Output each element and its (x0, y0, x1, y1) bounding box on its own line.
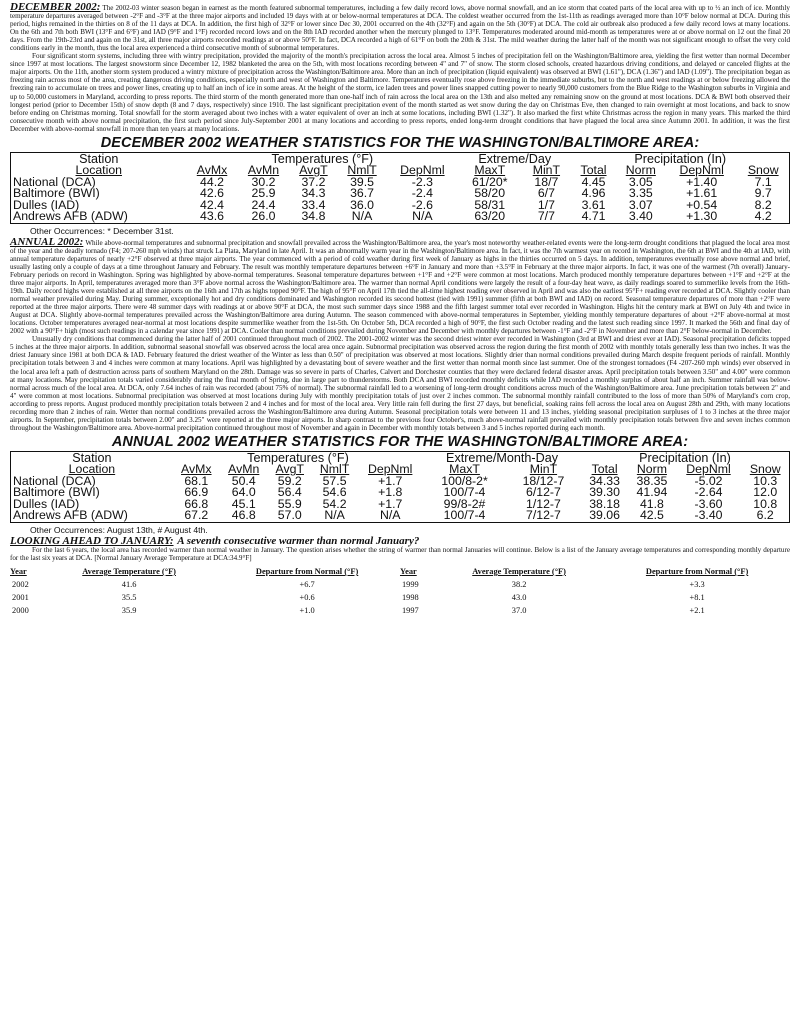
table-cell: -5.02 (694, 473, 723, 488)
group-header-extreme: Extreme/Day (478, 151, 552, 166)
december-other-occurrences: Other Occurrences: * December 31st. (30, 225, 174, 236)
table-cell: 4.71 (581, 209, 606, 224)
group-header-precipitation: Precipitation (In) (634, 151, 727, 166)
table-cell: +0.6 (299, 593, 315, 603)
table-cell: 4.2 (754, 209, 772, 224)
table-cell: +2.1 (689, 606, 705, 616)
table-cell: 55.9 (277, 496, 302, 511)
table-cell: 12.0 (753, 485, 778, 500)
table-cell: +6.7 (299, 580, 315, 590)
table-cell: 34.33 (589, 473, 620, 488)
column-header-avmx: AvMx (196, 163, 228, 178)
table-cell: 9.7 (754, 186, 772, 201)
column-header-depnml: DepNml (679, 163, 724, 178)
column-header: Year (399, 567, 417, 577)
table-row (11, 510, 790, 522)
table-cell: 58/31 (474, 197, 506, 212)
table-cell: 43.0 (511, 593, 527, 603)
table-row (10, 604, 790, 617)
group-header-temperatures: Temperatures (°F) (247, 450, 349, 465)
table-row (11, 188, 790, 200)
table-cell: 44.2 (200, 174, 224, 189)
table-cell: 38.35 (636, 473, 668, 488)
december-paragraph-1: DECEMBER 2002: The 2002-03 winter season began in earnest as the month featured subnormal temperatures, including a few daily record lows, above normal snowfall, and an ice storm that coated parts of the local area with up to ½ an inch of ice. Monthly temperature departures averaged between -2°F and -3°F at the three major airports and included 19 days with at or below-normal temperatures at DCA. The coldest weather occurred from the 1st-11th as readings averaged more than 10°F below normal at DCA. During this period, highs remained in the thirties on 8 of the 11 days at DCA. In addition, the first high of 32°F or lower since Dec 30, 2001 occurred on the 4th (32°F) and again on the 5th (30°F) at DCA. The cold air outbreak also produced a few daily record lows at many locations. On the 6th and 7th both BWI (13°F and 6°F) and IAD (9°F and 1°F) recorded record lows and on the 8th IAD recorded another when the mercury plunged to 13°F. Temperatures moderated around mid-month as temperatures were at or above normal on 12 out the final 20 days. From the 19th-23rd and again on the 31st, all three major airports recorded readings at or above 50°F. In fact, DCA recorded a high of 61°F on both the 20th & 31st. The mild weather during the latter half of the month was not significant enough to offset the very cold conditions early in the month, thus the local area experienced a third consecutive month of subnormal temperatures. (10, 1, 790, 53)
group-header-extreme: Extreme/Month-Day (446, 450, 559, 465)
table-cell: 18/12-7 (522, 473, 565, 488)
table-row (11, 211, 790, 223)
column-header-location: Location (68, 462, 116, 477)
table-cell: -3.60 (694, 496, 723, 511)
column-header-mint: MinT (532, 163, 561, 178)
table-cell: 64.0 (231, 485, 256, 500)
column-header-avgt: AvgT (299, 163, 328, 178)
table-cell: +1.40 (686, 174, 718, 189)
table-cell: 56.4 (277, 485, 302, 500)
table-row (10, 591, 790, 604)
column-header-depnml: DepNml (367, 462, 413, 477)
table-cell: N/A (412, 209, 433, 224)
station-name: Dulles (IAD) (13, 197, 80, 212)
column-header-avmn: AvMn (228, 462, 260, 477)
table-cell: 37.0 (511, 606, 527, 616)
table-cell: 6.2 (756, 508, 774, 523)
table-cell: 38.2 (511, 580, 527, 590)
december-paragraph-2: Four significant storm systems, including three with wintry precipitation, provided the majority of the month's precipitation across the local area. Almost 5 inches of precipitation fell on the Washington/Baltimore area, yielding the first wetter than normal December since 1997 at most locations. The largest snowstorm since December 12, 1982 blanketed the area on the 5th, with most locations recording between 4" and 7" of snow. The storm closed schools, created hazardous driving conditions, and delayed or canceled flights at the major airports. On the 11th, another storm system produced a wintry mixture of precipitation across the Washington/Baltimore area. More than an inch of precipitation (liquid equivalent) was observed at BWI (1.61"), DCA (1.36") and IAD (1.09"). The precipitation began as freezing rain across most of the area, creating dangerous driving conditions, especially north and west of Washington and Baltimore. Temperatures eventually rose above freezing in the immediate suburbs, but to the north and west readings at or below freezing allowed the freezing rain to accumulate on trees and power lines, creating up to half an inch of ice in some areas. At the height of the storm, ice laden trees and power lines snapped cutting power to nearly 90,000 customers from the Blue Ridge to the Washington suburbs in Virginia and up to 50,000 customers in Maryland, according to press reports. The third storm of the month generated more than one-half inch of rain across the local area on the 13th and also melted any remaining snow on the ground at most locations. DCA & BWI both observed their longest period (prior to December 15th) of snow depth (8 and 7 days, respectively) since 1910. The last significant precipitation event of the month started as wet snow during the day on Christmas Eve, then changed to rain overnight at most locations, and back to snow before ending on Christmas morning. Total snowfall for the storm averaged about two inches with a water equivalent of over an inch at some locations, including BWI (1.32"). It also marked the first white Christmas across the region in many years. This marked the third consecutive month with above normal precipitation, the first such period since July-September 2001 at many locations and according to press reports, ended long-term drought conditions that have plagued the local area since Autumn 2001. In addition, it was the first December with above-normal snowfall in more than ten years at many locations. (10, 52, 790, 133)
table-cell: -2.3 (411, 174, 433, 189)
december-stats-title: DECEMBER 2002 WEATHER STATISTICS FOR THE WASHINGTON/BALTIMORE AREA: (100, 134, 700, 151)
column-header-total: Total (580, 163, 607, 178)
table-cell: 99/8-2# (443, 496, 486, 511)
group-header-precipitation: Precipitation (In) (639, 450, 731, 465)
table-cell: 41.8 (639, 496, 664, 511)
table-cell: 35.5 (121, 593, 137, 603)
column-header-mint: MinT (529, 462, 558, 477)
table-cell: -2.4 (411, 186, 433, 201)
table-cell: 4.45 (581, 174, 606, 189)
column-header-nmlt: NmlT (319, 462, 350, 477)
table-cell: 8.2 (754, 197, 772, 212)
table-cell: 39.06 (589, 508, 620, 523)
table-cell: 57.0 (277, 508, 302, 523)
table-cell: 59.2 (277, 473, 302, 488)
column-header-depnml: DepNml (686, 462, 731, 477)
table-cell: 68.1 (184, 473, 209, 488)
table-cell: -2.64 (694, 485, 723, 500)
table-cell: 39.30 (589, 485, 620, 500)
table-cell: 54.2 (322, 496, 347, 511)
column-header: Average Temperature (°F) (472, 567, 566, 577)
table-cell: 10.8 (753, 496, 778, 511)
group-header-temperatures: Temperatures (°F) (271, 151, 374, 166)
column-header-total: Total (591, 462, 618, 477)
table-cell: 2000 (12, 606, 29, 616)
column-header: Departure from Normal (°F) (645, 567, 749, 577)
table-cell: 34.3 (301, 186, 326, 201)
table-cell: 33.4 (301, 197, 326, 212)
table-cell: 35.9 (121, 606, 137, 616)
column-header-location: Location (75, 163, 123, 178)
table-cell: 45.1 (231, 496, 256, 511)
january-paragraph: For the last 6 years, the local area has recorded warmer than normal weather in January. The question arises whether the string of warmer than normal Januaries will continue. Below is a list of the January average temperatures and corresponding monthly departure for the last six years at DCA. [Normal January Average Temperature at DCA:34.9°F] (10, 545, 790, 562)
table-cell: 66.8 (184, 496, 209, 511)
annual-paragraph-1: ANNUAL 2002: While above-normal temperatures and subnormal precipitation and snowfall prevailed across the Washington/Baltimore area, the year's most noteworthy weather-related events were the long-term drought conditions that plagued the local area most of the year and the deadly tornado (F4; 207-260 mph winds) that struck La Plata, Maryland in late April. It was an abnormally warm year in the Washington/Baltimore area. In fact, it was the 7th warmest year on record in Washington, the 6th at BWI and the 4th at IAD, with annual temperature departures of nearly +2°F observed at three major airports. The year commenced with a period of cold weather during first week of January as highs in the thirties occurred on 5 days. In addition, temperatures eventually rose above normal and brief, usually lasting only a couple of days at a time throughout January and February. The result was monthly temperature departures between +6°F in January and more than +3.5°F in February at the three major airports. In fact, it was one of the warmest (7th overall) January-February periods on record in Washington. Spring was highlighted by above-normal temperatures. Seasonal temperature departures between +1°F and +2°F were common at most locations. March produced monthly temperature departures between +1°F and +2°F at the three major airports. In April, temperatures averaged more than 3°F above normal across the Washington/Baltimore area. The warmer than normal April conditions were largely the result of a four-day heat wave, as daily readings soared to summerlike levels from the 16th-19th. Daily record highs were established at all three airports on the 16th and 17th as highs topped 90°F. The high of 95°F on April 17th tied the all-time highest reading ever observed in April and was also the earliest 95°F+ reading ever recorded at DCA. Slightly cooler than normal weather prevailed during May. During summer, exceptionally hot and dry conditions dominated and Washington recorded its second hottest (tied with 1991) summer (fifth at both BWI and IAD) on record. Seasonal temperature departures of more than +2°F were reported at the three major airports. There were 48 summer days with readings at or above 90°F at DCA, the most such summer days since 1988 and the fifth largest summer total ever recorded in Washington. Highs hit the century mark at BWI on July 4th and twice in August at DCA. Slightly above-normal temperatures prevailed across the Washington/Baltimore area during Autumn. The season commenced with above-normal temperatures in September, yielding monthly temperature departures of about +2°F above-normal at most locations. October temperatures averaged near-normal at most locations despite summerlike weather from the 1st-5th. On October 5th, DCA recorded a high of 90°F, the first such October reading and the latest such reading since 1997. It marked the 56th and final day of 2002 with a 90°F+ high (most such readings in a calendar year since 1991) at DCA. Cooler than normal conditions prevailed during November and December with monthly departures between -1°F and -2°F in November and more than 2°F below-normal in December. (10, 235, 790, 336)
column-header-depnml: DepNml (400, 163, 445, 178)
table-cell: 54.6 (322, 485, 347, 500)
column-header-avmx: AvMx (181, 462, 212, 477)
table-cell: 2001 (12, 593, 29, 603)
table-cell: 34.8 (301, 209, 326, 224)
table-cell: N/A (324, 508, 345, 523)
table-cell: 7/12-7 (526, 508, 561, 523)
table-cell: N/A (351, 209, 373, 224)
table-cell: 67.2 (184, 508, 209, 523)
table-cell: 24.4 (251, 197, 276, 212)
annual-stats-title: ANNUAL 2002 WEATHER STATISTICS FOR THE WASHINGTON/BALTIMORE AREA: (111, 433, 689, 450)
table-cell: 100/8-2* (441, 473, 488, 488)
column-header: Year (10, 567, 27, 577)
annual-narrative (10, 235, 790, 432)
table-cell: 3.40 (628, 209, 653, 224)
column-header-avgt: AvgT (275, 462, 304, 477)
table-cell: 41.94 (636, 485, 668, 500)
table-cell: 46.8 (231, 508, 256, 523)
station-name: National (DCA) (13, 473, 96, 488)
station-name: Baltimore (BWI) (13, 186, 100, 201)
annual-heading: ANNUAL 2002: (10, 235, 84, 248)
table-cell: 3.05 (628, 174, 653, 189)
annual-paragraph-2: Unusually dry conditions that commenced during the latter half of 2001 continued throughout much of 2002. The 2001-2002 winter was the second driest winter ever recorded in Washington (3rd at BWI and driest ever at IAD). Seasonal precipitation deficits topped 5 inches at the three major airports. In addition, subnormal seasonal snowfall was observed across the local area once again. Subnormal precipitation was observed across the region during the first month of 2002 with monthly totals generally less than two inches. It was the driest January since 1981 at both DCA & IAD. February featured the driest weather of the Winter as less than 0.50" of precipitation was observed at most locations. Slightly drier than normal conditions prevailed during March despite frequent periods of rainfall. Monthly precipitation totals between 3 and 4 inches were common at many locations. April was highlighted by a devastating bout of severe weather and the first wetter than normal month since last summer. One of the strongest tornadoes (F4 -207-260 mph winds) ever observed in the local area left a path of destruction across parts of southern Maryland on the 28th. Damage was so severe in parts of Charles, Calvert and Dorchester counties that they were declared federal disaster areas. April precipitation totals between 3.50" and 4.00" were common at many locations. May precipitation totals varied considerably during the final month of Spring, due in large part to thunderstorms. Both DCA and BWI recorded monthly deficits while IAD recorded a monthly surplus of about half an inch. Summer rainfall was below-normal across much of the local area. At DCA, only 7.64 inches of rain was recorded (about 75% of normal). The subnormal rainfall led to a worsening of long-term drought conditions across much of the Washington/Baltimore area. June precipitation totals between 2" and 4" were common at most locations. Subnormal precipitation was observed at most locations during July with monthly precipitation totals of just over 2 inches common. The subnormal monthly rainfall contributed to the loss of more than 50% of Maryland's corn crop, according to press reports. August produced monthly precipitation totals between 2 and 4 inches and for most of the local area. Very little rain fell during the first 27 days, but beneficial, soaking rains fell across the local area on August 28th and 29th, with many locations recording more than 2 inches of rain. Wetter than normal conditions prevailed across the Washington/Baltimore area during Autumn. Seasonal precipitation totals were between 11 and 13 inches, yielding seasonal precipitation surpluses of 1 to 3 inches at the three major airports. In September, precipitation totals between 2.00" and 3.25" were reported at the three major airports. In sharp contrast to the previous four October's, much above-normal rainfall prevailed with monthly precipitation totals between five and seven inches common throughout the Washington/Baltimore area. Above-normal precipitation continued throughout most of November and again in December with monthly totals between 3 and 5 inches reported during each month. (10, 335, 790, 432)
table-cell: 26.0 (251, 209, 276, 224)
column-header-norm: Norm (636, 462, 667, 477)
column-header-nmlt: NmlT (347, 163, 377, 178)
table-cell: 7.1 (754, 174, 772, 189)
table-cell: 18/7 (534, 174, 559, 189)
table-cell: 10.3 (753, 473, 778, 488)
column-header-maxt: MaxT (474, 163, 506, 178)
december-narrative (10, 3, 790, 133)
table-cell: 1/7 (537, 197, 555, 212)
column-header: Average Temperature (°F) (82, 567, 176, 577)
annual-stats-table (10, 451, 790, 523)
january-heading-line (10, 534, 790, 547)
station-name: Dulles (IAD) (13, 496, 80, 511)
january-section (10, 534, 790, 617)
table-cell: +1.7 (378, 473, 403, 488)
table-cell: 3.07 (628, 197, 653, 212)
table-cell: 7/7 (537, 209, 555, 224)
table-cell: +3.3 (689, 580, 705, 590)
table-cell: 36.7 (350, 186, 374, 201)
table-cell: +1.61 (686, 186, 718, 201)
table-cell: 61/20* (471, 174, 508, 189)
table-cell: 38.18 (589, 496, 620, 511)
table-cell: -2.6 (411, 197, 433, 212)
column-header: Departure from Normal (°F) (255, 567, 359, 577)
table-cell: 6/12-7 (526, 485, 561, 500)
table-cell: 39.5 (350, 174, 374, 189)
table-cell: 3.61 (581, 197, 606, 212)
column-header-avmn: AvMn (247, 163, 280, 178)
table-cell: 58/20 (474, 186, 506, 201)
table-cell: 30.2 (251, 174, 276, 189)
table-cell: 3.35 (628, 186, 653, 201)
station-name: Andrews AFB (ADW) (13, 508, 128, 523)
table-cell: 6/7 (537, 186, 555, 201)
table-cell: 25.9 (251, 186, 276, 201)
group-header-station: Station (72, 450, 112, 465)
table-cell: 41.6 (121, 580, 137, 590)
december-heading: DECEMBER 2002: (10, 1, 101, 13)
table-cell: +0.54 (686, 197, 718, 212)
table-cell: 50.4 (231, 473, 256, 488)
january-heading: LOOKING AHEAD TO JANUARY: (10, 534, 174, 547)
table-cell: 2002 (12, 580, 29, 590)
column-header-maxt: MaxT (449, 462, 480, 477)
table-cell: 100/7-4 (443, 485, 486, 500)
table-cell: 1999 (401, 580, 419, 590)
station-name: Andrews AFB (ADW) (13, 209, 128, 224)
table-cell: -3.40 (694, 508, 723, 523)
table-cell: 100/7-4 (443, 508, 486, 523)
table-cell: 43.6 (200, 209, 224, 224)
january-table (10, 565, 790, 617)
document-page (10, 0, 790, 617)
table-cell: 36.0 (350, 197, 374, 212)
table-cell: 1997 (401, 606, 419, 616)
table-cell: N/A (379, 508, 401, 523)
table-cell: 63/20 (474, 209, 506, 224)
table-cell: 42.4 (200, 197, 224, 212)
table-cell: +1.7 (378, 496, 403, 511)
annual-other-occurrences: Other Occurrences: August 13th, # August 4th. (30, 524, 208, 535)
table-cell: 42.5 (639, 508, 664, 523)
table-cell: 42.6 (200, 186, 224, 201)
station-name: Baltimore (BWI) (13, 485, 100, 500)
january-subtitle: A seventh consecutive warmer than normal January? (177, 534, 420, 547)
december-stats-table (10, 152, 790, 224)
table-cell: 37.2 (301, 174, 326, 189)
table-cell: 1/12-7 (526, 496, 561, 511)
table-cell: +1.0 (299, 606, 315, 616)
table-cell: +1.30 (686, 209, 718, 224)
group-header-station: Station (79, 151, 119, 166)
station-name: National (DCA) (13, 174, 96, 189)
table-cell: 66.9 (184, 485, 209, 500)
table-cell: 4.96 (581, 186, 606, 201)
table-cell: 57.5 (322, 473, 347, 488)
table-cell: +8.1 (689, 593, 705, 603)
table-cell: +1.8 (378, 485, 403, 500)
column-header-norm: Norm (625, 163, 656, 178)
table-cell: 1998 (401, 593, 419, 603)
table-row (10, 578, 790, 591)
column-header-snow: Snow (749, 462, 781, 477)
column-header-snow: Snow (747, 163, 779, 178)
table-row (11, 177, 790, 189)
